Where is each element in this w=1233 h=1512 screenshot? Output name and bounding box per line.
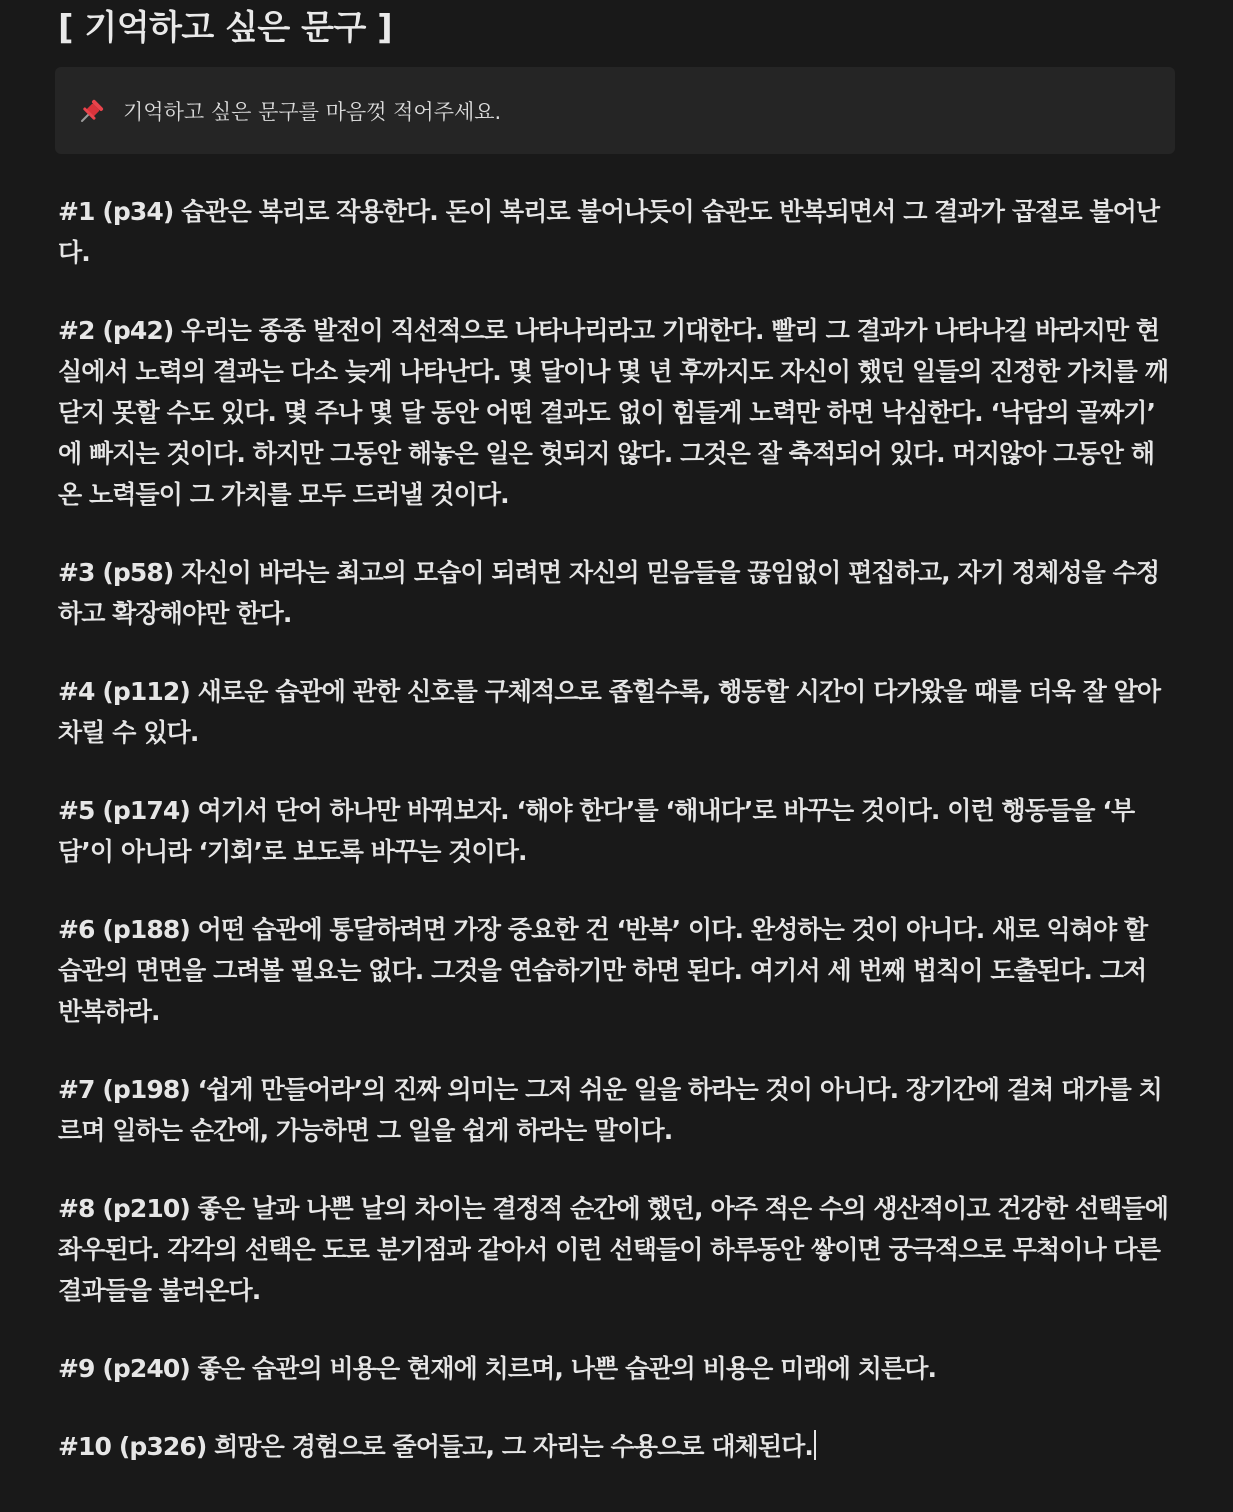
- quote-paragraph-1[interactable]: #1 (p34) 습관은 복리로 작용한다. 돈이 복리로 불어나듯이 습관도 반복되면서 그 결과가 곱절로 불어난다.: [58, 197, 1160, 267]
- quotes-list: [58, 191, 1176, 1504]
- callout-block[interactable]: [55, 67, 1175, 154]
- quote-paragraph-2[interactable]: #2 (p42) 우리는 종종 발전이 직선적으로 나타나리라고 기대한다. 빨리 그 결과가 나타나길 바라지만 현실에서 노력의 결과는 다소 늦게 나타난다. 몇 달이나 몇 년 후까지도 자신이 했던 일들의 진정한 가치를 깨닫지 못할 수도 있다. 몇 주나 몇 달 동안 어떤 결과도 없이 힘들게 노력만 하면 낙심한다. ‘낙담의 골짜기’ 에 빠지는 것이다. 하지만 그동안 해놓은 일은 헛되지 않다. 그것은 잘 축적되어 있다. 머지않아 그동안 해온 노력들이 그 가치를 모두 드러낼 것이다.: [58, 316, 1168, 509]
- quote-paragraph-3[interactable]: #3 (p58) 자신이 바라는 최고의 모습이 되려면 자신의 믿음들을 끊임없이 편집하고, 자기 정체성을 수정하고 확장해야만 한다.: [58, 558, 1160, 628]
- quote-paragraph-5[interactable]: #5 (p174) 여기서 단어 하나만 바꿔보자. ‘해야 한다’를 ‘해내다’로 바꾸는 것이다. 이런 행동들을 ‘부담’이 아니라 ‘기회’로 보도록 바꾸는 것이다.: [58, 796, 1135, 866]
- quote-paragraph-9[interactable]: #9 (p240) 좋은 습관의 비용은 현재에 치르며, 나쁜 습관의 비용은 미래에 치른다.: [58, 1354, 937, 1383]
- text-cursor: [814, 1430, 816, 1460]
- pushpin-icon[interactable]: [77, 96, 107, 126]
- quote-paragraph-6[interactable]: #6 (p188) 어떤 습관에 통달하려면 가장 중요한 건 ‘반복’ 이다. 완성하는 것이 아니다. 새로 익혀야 할 습관의 면면을 그려볼 필요는 없다. 그것을 연습하기만 하면 된다. 여기서 세 번째 법칙이 도출된다. 그저 반복하라.: [58, 915, 1148, 1026]
- quote-paragraph-8[interactable]: #8 (p210) 좋은 날과 나쁜 날의 차이는 결정적 순간에 했던, 아주 적은 수의 생산적이고 건강한 선택들에 좌우된다. 각각의 선택은 도로 분기점과 같아서 이런 선택들이 하루동안 쌓이면 궁극적으로 무척이나 다른 결과들을 불러온다.: [58, 1194, 1168, 1305]
- page-heading[interactable]: [ 기억하고 싶은 문구 ]: [58, 8, 393, 48]
- quote-paragraph-10-text: #10 (p326) 희망은 경험으로 줄어들고, 그 자리는 수용으로 대체된다.: [58, 1432, 813, 1461]
- quote-paragraph-4[interactable]: #4 (p112) 새로운 습관에 관한 신호를 구체적으로 좁힐수록, 행동할 시간이 다가왔을 때를 더욱 잘 알아차릴 수 있다.: [58, 677, 1161, 747]
- quote-paragraph-7[interactable]: #7 (p198) ‘쉽게 만들어라’의 진짜 의미는 그저 쉬운 일을 하라는 것이 아니다. 장기간에 걸쳐 대가를 치르며 일하는 순간에, 가능하면 그 일을 쉽게 하라는 말이다.: [58, 1075, 1162, 1145]
- callout-text[interactable]: 기억하고 싶은 문구를 마음껏 적어주세요.: [123, 99, 502, 124]
- quote-paragraph-10[interactable]: [58, 1426, 1176, 1467]
